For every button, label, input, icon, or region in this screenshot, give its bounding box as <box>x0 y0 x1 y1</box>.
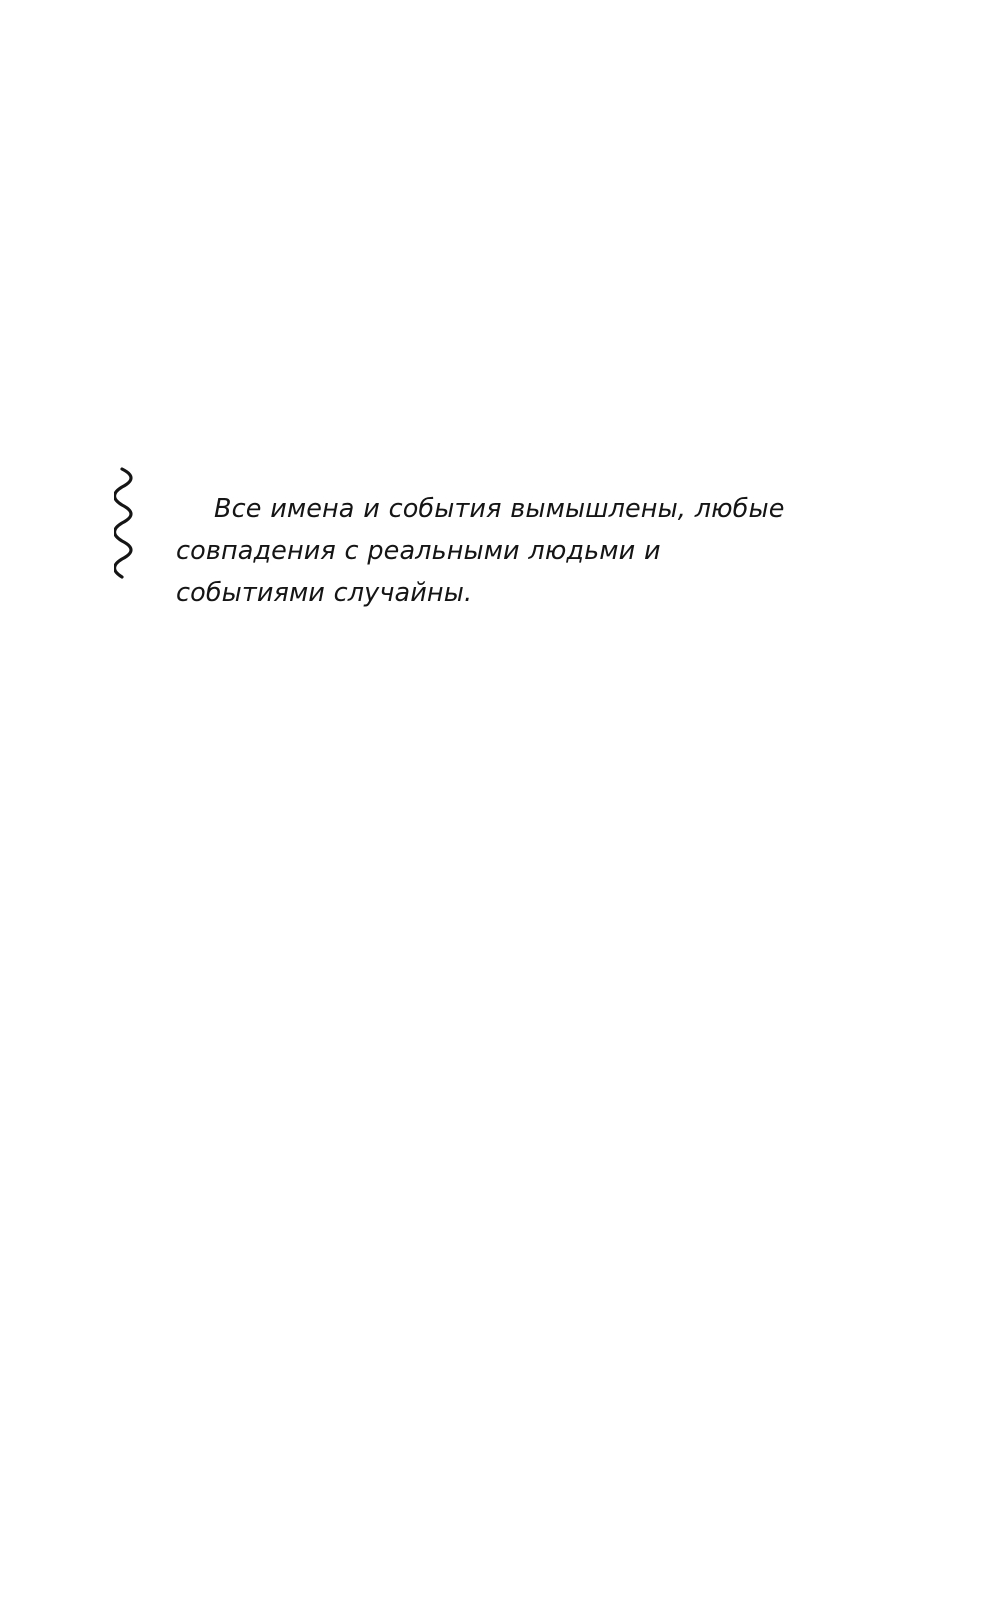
vertical-squiggle-ornament-icon <box>114 466 140 586</box>
disclaimer-block <box>110 462 810 639</box>
disclaimer-text: Все имена и события вымышлены, любые совпадения с реальными людьми и событиями случайны. <box>176 493 794 608</box>
